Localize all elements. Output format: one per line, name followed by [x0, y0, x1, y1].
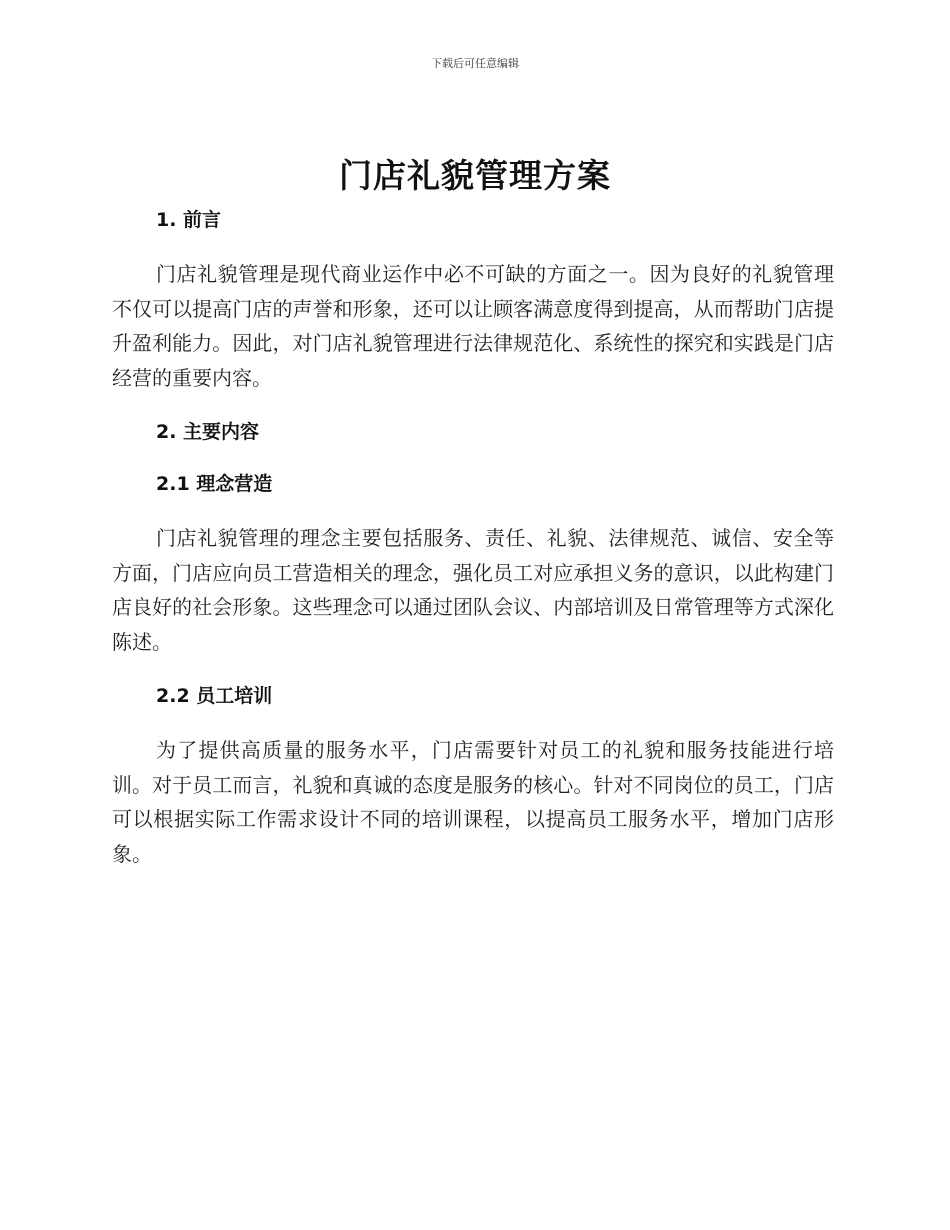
paragraph-preface: 门店礼貌管理是现代商业运作中必不可缺的方面之一。因为良好的礼貌管理不仅可以提高门店的声誉和形象，还可以让顾客满意度得到提高，从而帮助门店提升盈利能力。因此，对门店礼貌管理进行法律规范化、系统性的探究和实践是门店经营的重要内容。: [112, 262, 834, 390]
header-note: 下载后可任意编辑: [431, 57, 519, 70]
spacer: [112, 395, 834, 417]
spacer: [112, 659, 834, 681]
spacer: [112, 447, 834, 469]
paragraph-training: 为了提供高质量的服务水平，门店需要针对员工的礼貌和服务技能进行培训。对于员工而言，礼貌和真诚的态度是服务的核心。针对不同岗位的员工，门店可以根据实际工作需求设计不同的培训课程，以提高员工服务水平，增加门店形象。: [112, 738, 834, 866]
spacer: [112, 499, 834, 521]
document-body: [112, 205, 834, 871]
spacer: [112, 235, 834, 257]
document-title: 门店礼貌管理方案: [339, 156, 611, 195]
section-heading-training: 2.2 员工培训: [156, 685, 273, 707]
section-heading-main-content: 2. 主要内容: [156, 421, 260, 443]
section-heading-concept: 2.1 理念营造: [156, 473, 273, 495]
section-heading-preface: 1. 前言: [156, 209, 222, 231]
spacer: [112, 711, 834, 733]
paragraph-concept: 门店礼貌管理的理念主要包括服务、责任、礼貌、法律规范、诚信、安全等方面，门店应向员工营造相关的理念，强化员工对应承担义务的意识，以此构建门店良好的社会形象。这些理念可以通过团队会议、内部培训及日常管理等方式深化陈述。: [112, 526, 834, 654]
